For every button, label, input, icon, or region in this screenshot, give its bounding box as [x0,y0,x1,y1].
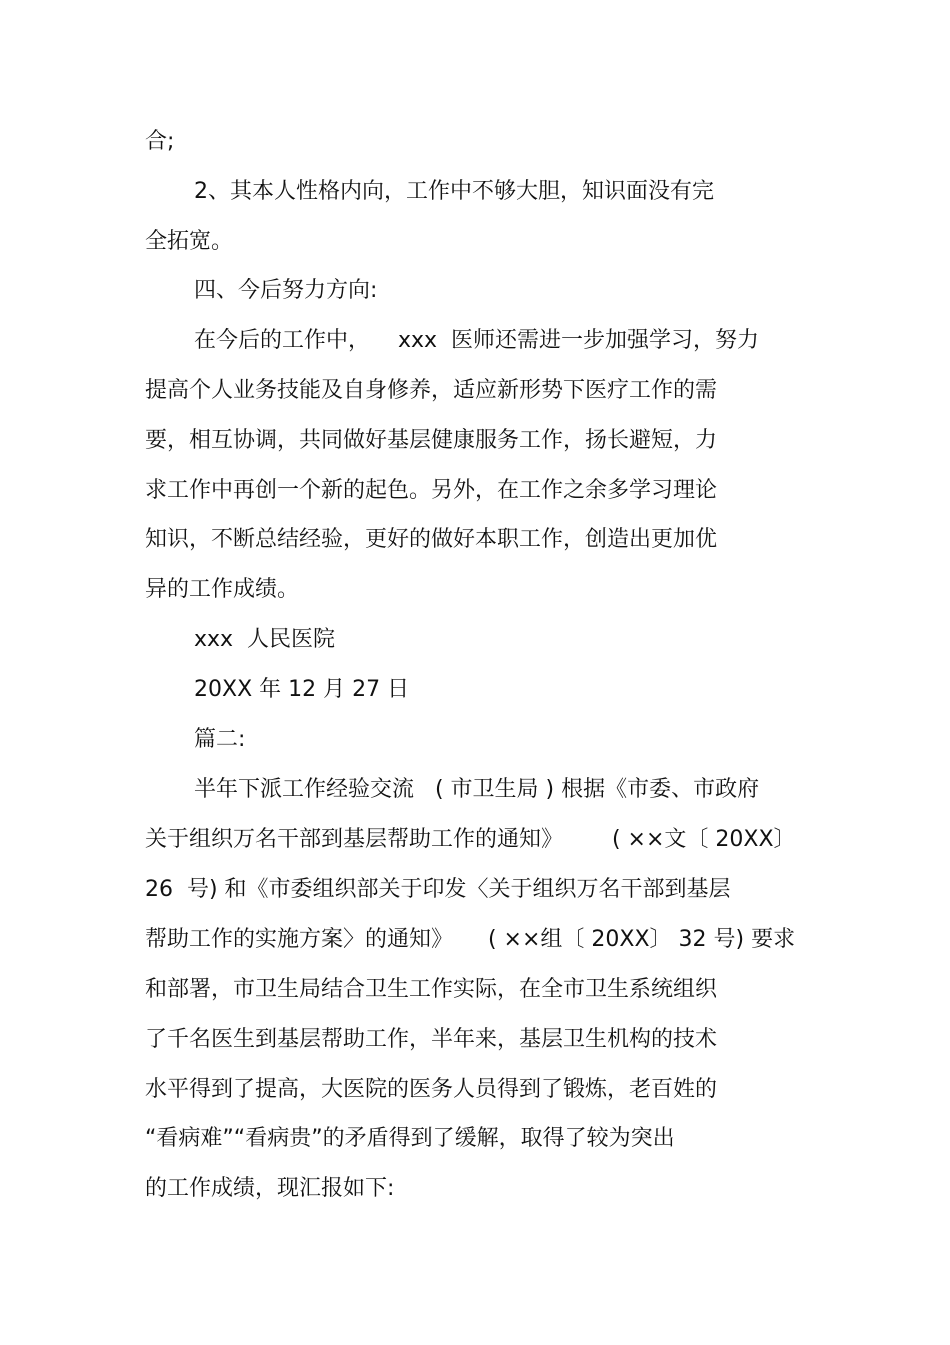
text-line: “看病难”“看病贵”的矛盾得到了缓解，取得了较为突出 [145,1126,675,1151]
text-line: 的工作成绩，现汇报如下: [145,1176,395,1201]
text-line: 合; [145,129,175,154]
section-heading: 四、今后努力方向: [194,278,378,303]
text-line: 全拓宽。 [145,229,234,254]
text-line: 求工作中再创一个新的起色。另外，在工作之余多学习理论 [145,478,718,503]
text-line: 2、其本人性格内向，工作中不够大胆，知识面没有完 [194,179,714,204]
text-line: 提高个人业务技能及自身修养，适应新形势下医疗工作的需 [145,378,718,403]
text-line: 半年下派工作经验交流 ( 市卫生局 ) 根据《市委、市政府 [194,777,760,802]
text-line: 了千名医生到基层帮助工作，半年来，基层卫生机构的技术 [145,1027,718,1052]
signature-date: 20XX 年 12 月 27 日 [194,677,410,702]
text-line: 26 号) 和《市委组织部关于印发〈关于组织万名干部到基层 [145,877,731,902]
text-line: 知识，不断总结经验，更好的做好本职工作，创造出更加优 [145,527,718,552]
text-line: 关于组织万名干部到基层帮助工作的通知》 ( ××文〔 20XX〕 [145,827,796,852]
text-line: 帮助工作的实施方案〉的通知》 ( ××组〔 20XX〕 32 号) 要求 [145,927,796,952]
signature-org: xxx 人民医院 [194,627,336,652]
text-line: 和部署，市卫生局结合卫生工作实际，在全市卫生系统组织 [145,977,718,1002]
text-line: 异的工作成绩。 [145,577,300,602]
text-line: 在今后的工作中， xxx 医师还需进一步加强学习，努力 [194,328,760,353]
section-heading: 篇二: [194,727,246,752]
text-line: 水平得到了提高，大医院的医务人员得到了锻炼，老百姓的 [145,1077,718,1102]
text-line: 要，相互协调，共同做好基层健康服务工作，扬长避短，力 [145,428,718,453]
